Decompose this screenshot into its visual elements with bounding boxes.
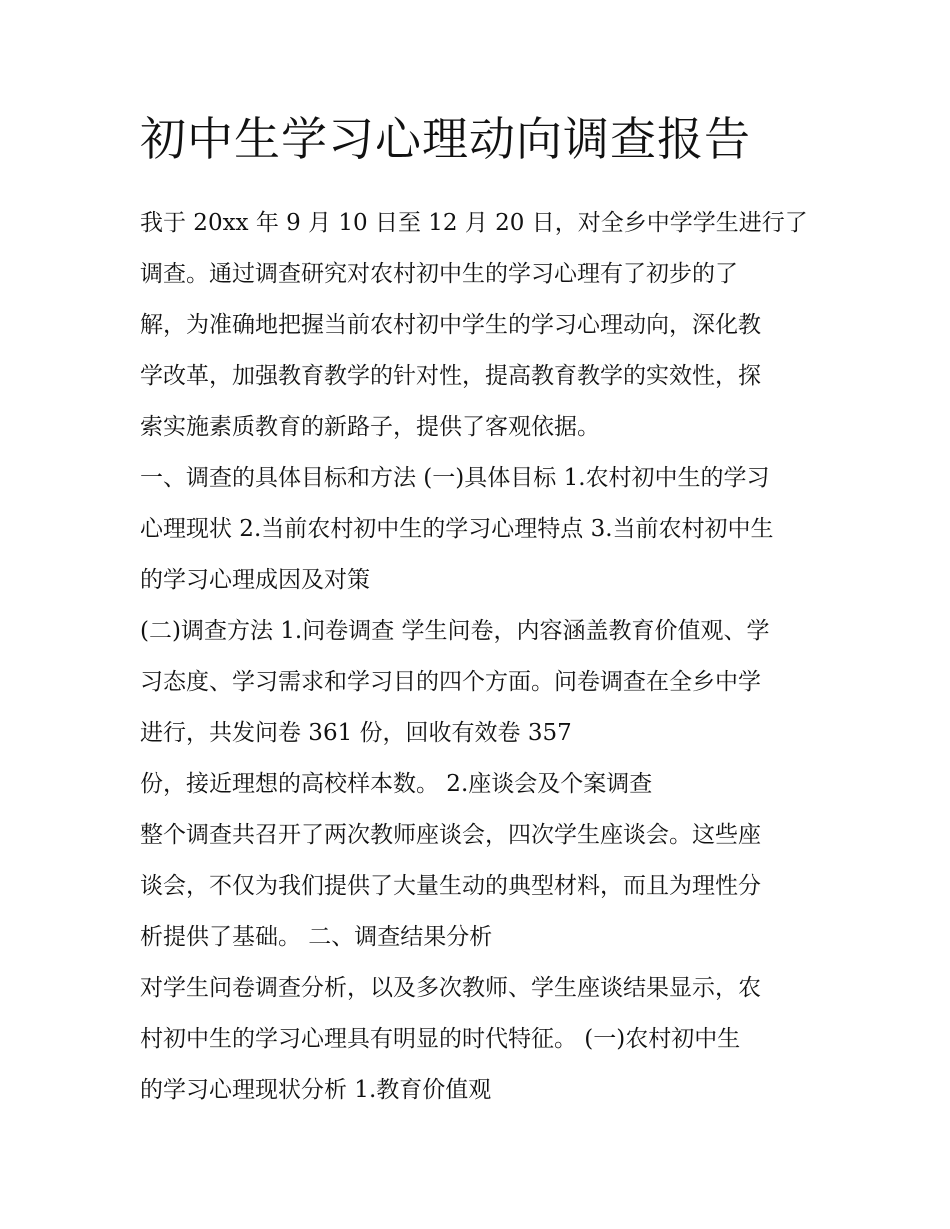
text-line: 心理现状 2.当前农村初中生的学习心理特点 3.当前农村初中生 (140, 516, 774, 542)
text-line: 学改革，加强教育教学的针对性，提高教育教学的实效性，探 (140, 363, 761, 389)
text-line: 我于 20xx 年 9 月 10 日至 12 月 20 日，对全乡中学学生进行了 (140, 210, 808, 236)
text-line: 整个调查共召开了两次教师座谈会，四次学生座谈会。这些座 (140, 822, 761, 848)
text-line: 谈会，不仅为我们提供了大量生动的典型材料，而且为理性分 (140, 873, 761, 899)
text-line: 村初中生的学习心理具有明显的时代特征。 (一)农村初中生 (140, 1026, 741, 1052)
text-line: 调查。通过调查研究对农村初中生的学习心理有了初步的了 (140, 261, 738, 287)
text-line: (二)调查方法 1.问卷调查 学生问卷，内容涵盖教育价值观、学 (140, 618, 770, 644)
text-line: 的学习心理现状分析 1.教育价值观 (140, 1077, 492, 1103)
text-line: 析提供了基础。 二、调查结果分析 (140, 924, 493, 950)
text-line: 份，接近理想的高校样本数。 2.座谈会及个案调查 (140, 771, 653, 797)
text-line: 的学习心理成因及对策 (140, 567, 370, 593)
text-line: 习态度、学习需求和学习目的四个方面。问卷调查在全乡中学 (140, 669, 761, 695)
text-line: 进行，共发问卷 361 份，回收有效卷 357 (140, 720, 572, 746)
text-line: 一、调查的具体目标和方法 (一)具体目标 1.农村初中生的学习 (140, 465, 770, 491)
text-line: 解，为准确地把握当前农村初中学生的学习心理动向，深化教 (140, 312, 761, 338)
document-title: 初中生学习心理动向调查报告 (140, 112, 751, 166)
text-line: 索实施素质教育的新路子，提供了客观依据。 (140, 414, 600, 440)
text-line: 对学生问卷调查分析，以及多次教师、学生座谈结果显示，农 (140, 975, 761, 1001)
document-body (140, 198, 820, 1116)
